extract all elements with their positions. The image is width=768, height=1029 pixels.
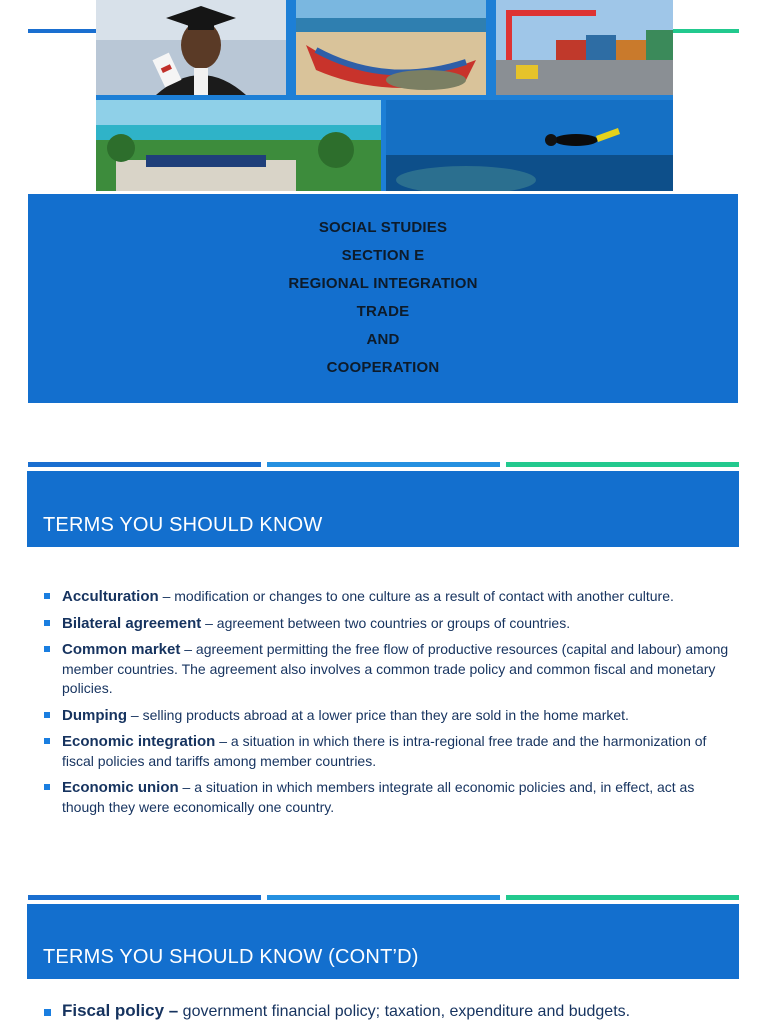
title-line: COOPERATION	[326, 359, 440, 376]
diver-photo	[386, 100, 673, 191]
title-line: SOCIAL STUDIES	[318, 219, 448, 236]
term-name: Economic union	[62, 779, 179, 796]
list-item	[44, 640, 734, 699]
list-item	[44, 732, 734, 771]
bullet-icon	[44, 646, 50, 652]
term-name: Fiscal policy –	[62, 1001, 179, 1020]
bullet-icon	[44, 1009, 51, 1016]
accent-line-right	[673, 29, 739, 33]
terms-list	[44, 1001, 734, 1029]
term-definition: – selling products abroad at a lower price than they are sold in the home market.	[127, 706, 629, 723]
coast-photo	[96, 100, 381, 191]
bullet-icon	[44, 738, 50, 744]
list-item	[44, 587, 734, 607]
bullet-icon	[44, 593, 50, 599]
boat-photo	[296, 0, 486, 95]
term-name: Dumping	[62, 706, 127, 724]
bullet-icon	[44, 784, 50, 790]
term-name: Acculturation	[62, 588, 159, 605]
divider-segment-lightblue	[267, 462, 500, 467]
title-line: REGIONAL INTEGRATION	[288, 275, 478, 292]
bullet-icon	[44, 712, 50, 718]
list-item	[44, 778, 734, 817]
divider-segment-green	[506, 462, 739, 467]
title-line: TRADE	[356, 303, 410, 320]
photo-collage	[96, 0, 673, 191]
term-definition: – a situation in which there is intra-regional free trade and the harmonization of fiscal policies and tariffs among member countries.	[62, 733, 707, 769]
term-definition: – a situation in which members integrate all economic policies and, in effect, act as though they were economically one country.	[62, 779, 695, 815]
section-header	[27, 471, 739, 547]
term-definition: – modification or changes to one culture as a result of contact with another culture.	[158, 588, 674, 604]
terms-list	[44, 587, 734, 824]
title-line: SECTION E	[341, 247, 425, 264]
title-text	[28, 214, 738, 382]
section-header	[27, 904, 739, 979]
term-name: Bilateral agreement	[62, 614, 202, 632]
section-heading: TERMS YOU SHOULD KNOW (CONT’D)	[43, 946, 419, 968]
term-definition: – agreement permitting the free flow of productive resources (capital and labour) among member countries. The agreement also involves a common trade policy and common fiscal and monetary policies.	[62, 641, 729, 696]
title-box	[28, 194, 738, 403]
list-item	[44, 706, 734, 726]
term-name: Economic integration	[62, 733, 216, 750]
list-item	[44, 614, 734, 634]
term-name: Common market	[62, 641, 181, 658]
term-definition: – agreement between two countries or groups of countries.	[201, 614, 571, 631]
port-photo	[496, 0, 673, 95]
list-item	[44, 1001, 734, 1022]
bullet-icon	[44, 620, 50, 626]
title-line: AND	[366, 331, 400, 348]
section-heading: TERMS YOU SHOULD KNOW	[43, 514, 323, 536]
accent-line-left	[28, 29, 98, 33]
graduate-photo	[96, 0, 286, 95]
divider-segment-green	[506, 895, 739, 900]
divider-segment-blue	[28, 462, 261, 467]
divider-segment-blue	[28, 895, 261, 900]
divider-segment-lightblue	[267, 895, 500, 900]
term-definition: government financial policy; taxation, expenditure and budgets.	[178, 1003, 631, 1020]
